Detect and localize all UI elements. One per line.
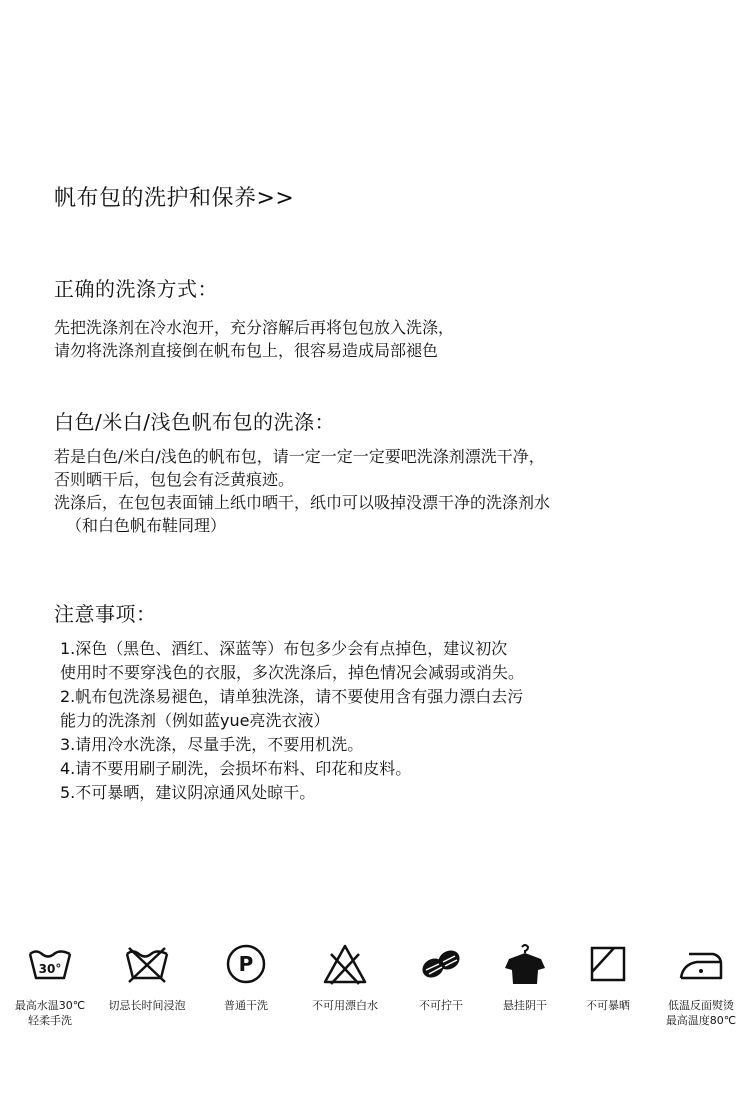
care-caption [109, 998, 186, 1013]
care-item-no-bleach [300, 940, 390, 1013]
notes-heading: 注意事项： [54, 602, 157, 626]
notes-item: 1.深色（黑色、酒红、深蓝等）布包多少会有点掉色，建议初次 [60, 639, 508, 658]
notes-item: 使用时不要穿浅色的衣服，多次洗涤后，掉色情况会减弱或消失。 [60, 663, 525, 682]
care-item-no-soak [102, 940, 192, 1013]
care-caption [224, 998, 268, 1013]
care-caption-line: 不可用漂白水 [312, 999, 378, 1012]
notes-item: 4.请不要用刷子刷洗，会损坏布料、印花和皮料。 [60, 759, 412, 778]
care-caption [15, 998, 85, 1028]
white-wash-heading: 白色/米白/浅色帆布包的洗涤： [54, 410, 335, 434]
notes-section [54, 601, 734, 805]
dry-clean-p-icon [222, 940, 270, 988]
wash-method-section [54, 276, 734, 362]
care-caption-line: 轻柔手洗 [27, 1014, 72, 1027]
notes-item: 能力的洗涤剂（例如蓝yue亮洗衣液） [60, 711, 330, 730]
care-item-dry-clean [201, 940, 291, 1013]
care-icons-row [0, 940, 750, 1050]
white-wash-line: （和白色帆布鞋同理） [66, 516, 227, 535]
wash-method-line: 请勿将洗涤剂直接倒在帆布包上，很容易造成局部褪色 [54, 341, 439, 360]
care-item-no-wring [396, 940, 486, 1013]
care-caption [312, 998, 378, 1013]
notes-item: 5.不可暴晒，建议阴凉通风处晾干。 [60, 783, 316, 802]
care-caption [586, 998, 630, 1013]
care-caption-line: 普通干洗 [224, 999, 268, 1012]
care-caption-line: 最高温度80℃ [665, 1014, 737, 1027]
no-soak-icon [123, 940, 171, 988]
notes-list [60, 637, 734, 805]
notes-item: 2.帆布包洗涤易褪色，请单独洗涤，请不要使用含有强力漂白去污 [60, 687, 524, 706]
white-wash-line: 否则晒干后，包包会有泛黄痕迹。 [54, 470, 295, 489]
care-item-low-iron [656, 940, 746, 1028]
wash-temp-text: 30° [38, 962, 62, 976]
care-caption-line: 不可拧干 [419, 999, 463, 1012]
care-caption-line: 最高水温30℃ [14, 999, 86, 1012]
care-caption-line: 不可暴晒 [586, 999, 630, 1012]
care-item-wash-30 [5, 940, 95, 1028]
care-caption [666, 998, 736, 1028]
wash-method-line: 先把洗涤剂在冷水泡开，充分溶解后再将包包放入洗涤， [54, 318, 455, 337]
dry-clean-letter: P [238, 952, 254, 976]
low-iron-icon [677, 940, 725, 988]
care-caption [419, 998, 463, 1013]
wash-method-heading: 正确的洗涤方式： [54, 277, 218, 301]
care-item-hang-shade [480, 940, 570, 1013]
white-wash-section [54, 409, 734, 537]
no-sun-icon [584, 940, 632, 988]
white-wash-line: 若是白色/米白/浅色的帆布包，请一定一定一定要吧洗涤剂漂洗干净， [54, 447, 545, 466]
care-caption-line: 低温反面熨烫 [667, 999, 734, 1012]
no-bleach-icon [321, 940, 369, 988]
white-wash-line: 洗涤后，在包包表面铺上纸巾晒干，纸巾可以吸掉没漂干净的洗涤剂水 [54, 493, 551, 512]
page-title: 帆布包的洗护和保养>> [54, 186, 295, 211]
notes-item: 3.请用冷水洗涤，尽量手洗，不要用机洗。 [60, 735, 364, 754]
care-caption [503, 998, 547, 1013]
care-caption-line: 切忌长时间浸泡 [108, 999, 186, 1012]
care-caption-line: 悬挂阴干 [503, 999, 547, 1012]
wash-30-icon [26, 940, 74, 988]
no-wring-icon [417, 940, 465, 988]
hang-shade-icon [501, 940, 549, 988]
care-item-no-sun [563, 940, 653, 1013]
